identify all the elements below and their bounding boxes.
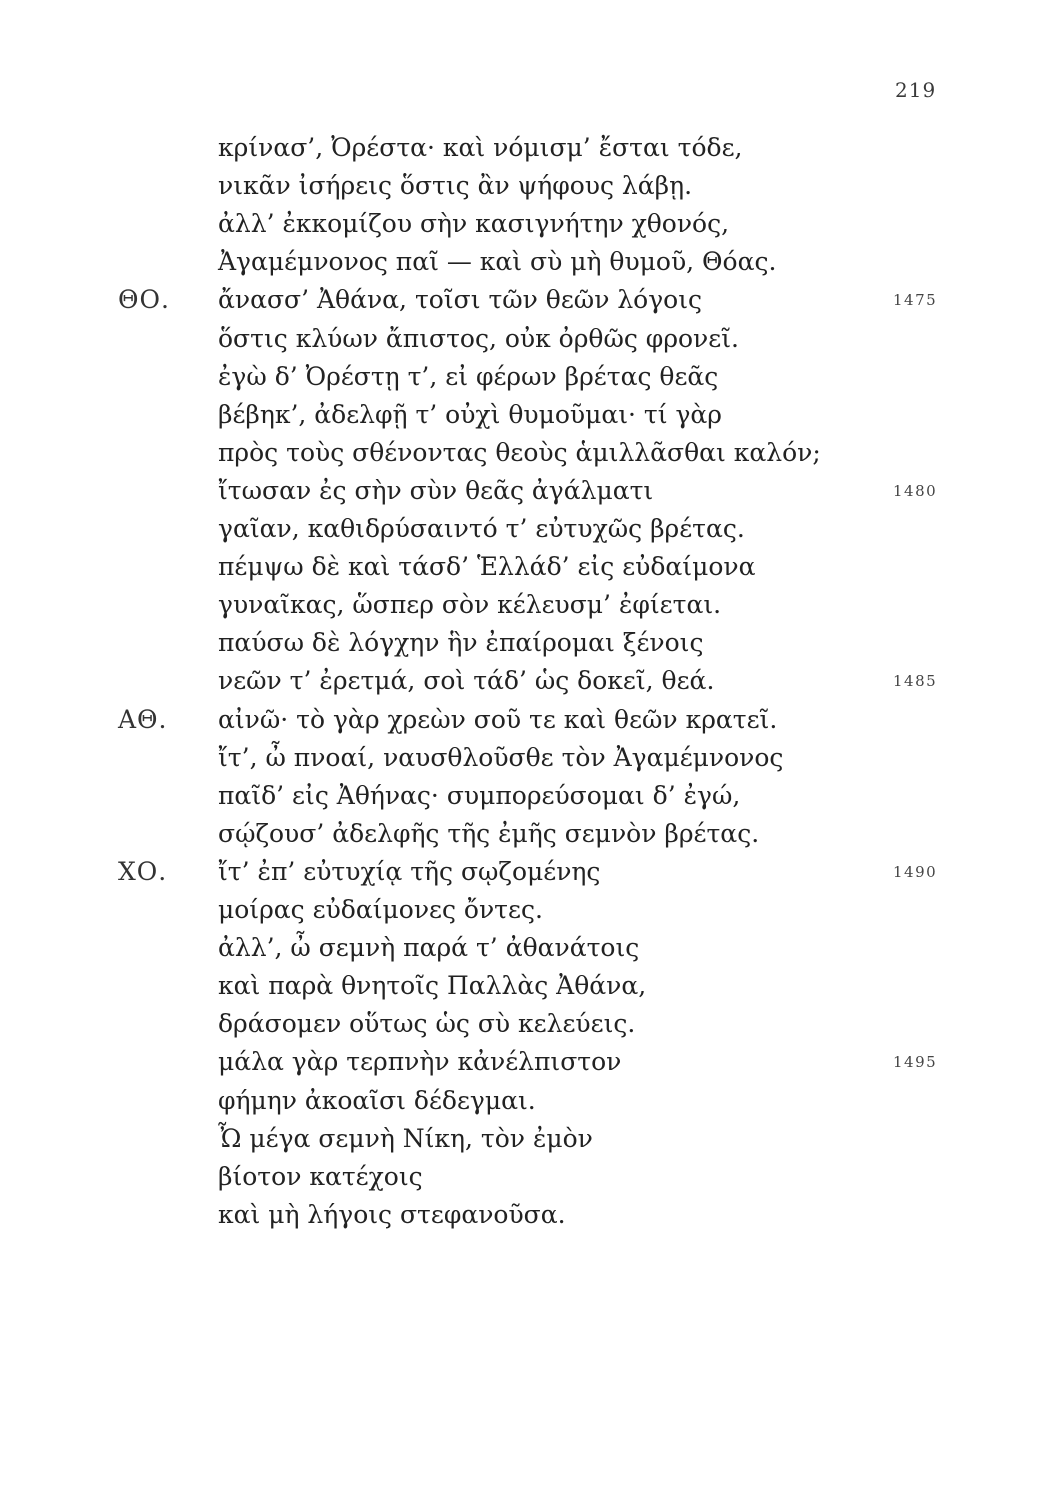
- verse-text: βίοτον κατέχοις: [218, 1161, 423, 1191]
- verse-line: [0, 891, 1041, 929]
- verse-line: [0, 1120, 1041, 1158]
- verse-line: [0, 434, 1041, 472]
- speaker-label: ΑΘ.: [118, 704, 168, 734]
- line-number: 1480: [893, 481, 938, 500]
- verse-text: μοίρας εὐδαίμονες ὄντες.: [218, 895, 543, 924]
- verse-text: γαῖαν, καθιδρύσαιντό τ’ εὐτυχῶς βρέτας.: [218, 514, 745, 543]
- verse-text: Ἀγαμέμνονος παῖ — καὶ σὺ μὴ θυμοῦ, Θόας.: [218, 247, 777, 277]
- verse-line: [0, 662, 1041, 700]
- verse-line: [0, 1082, 1041, 1120]
- verse-text: ὅστις κλύων ἄπιστος, οὐκ ὀρθῶς φρονεῖ.: [218, 323, 739, 353]
- verse-line: [0, 510, 1041, 548]
- verse-line: [0, 1196, 1041, 1234]
- verse-line: [0, 129, 1041, 167]
- verse-text: σῴζουσ’ ἀδελφῆς τῆς ἐμῆς σεμνὸν βρέτας.: [218, 818, 760, 848]
- verse-text: δράσομεν οὕτως ὡς σὺ κελεύεις.: [218, 1009, 636, 1039]
- verse-text: ἀλλ’, ὦ σεμνὴ παρά τ’ ἀθανάτοις: [218, 933, 640, 963]
- verse-text: παύσω δὲ λόγχην ἣν ἐπαίρομαι ξένοις: [218, 628, 704, 658]
- verse-text: Ὦ μέγα σεμνὴ Νίκη, τὸν ἐμὸν: [218, 1123, 593, 1153]
- verse-line: [0, 1043, 1041, 1081]
- verse-text: βέβηκ’, ἀδελφῇ τ’ οὐχὶ θυμοῦμαι· τί γὰρ: [218, 399, 723, 429]
- line-number: 1475: [893, 291, 938, 310]
- verse-line: [0, 167, 1041, 205]
- verse-text: ἄνασσ’ Ἀθάνα, τοῖσι τῶν θεῶν λόγοις: [218, 285, 703, 315]
- verse-text: κρίνασ’, Ὀρέστα· καὶ νόμισμ’ ἔσται τόδε,: [218, 133, 743, 162]
- verse-line: [0, 624, 1041, 662]
- verse-line: [0, 320, 1041, 358]
- verse-line: [0, 1005, 1041, 1043]
- verse-text: νικᾶν ἰσήρεις ὅστις ἂν ψήφους λάβῃ.: [218, 171, 693, 201]
- verse-line: [0, 929, 1041, 967]
- verse-text: ἀλλ’ ἐκκομίζου σὴν κασιγνήτην χθονός,: [218, 209, 730, 239]
- verse-line: [0, 396, 1041, 434]
- verse-line: [0, 853, 1041, 891]
- verse-line: [0, 358, 1041, 396]
- verse-line: [0, 548, 1041, 586]
- verse-line: [0, 1158, 1041, 1196]
- verse-text: ἴτ’, ὦ πνοαί, ναυσθλοῦσθε τὸν Ἀγαμέμνονος: [218, 742, 784, 772]
- verse-line: [0, 586, 1041, 624]
- verse-text: πέμψω δὲ καὶ τάσδ’ Ἑλλάδ’ εἰς εὐδαίμονα: [218, 552, 756, 582]
- verse-text: γυναῖκας, ὥσπερ σὸν κέλευσμ’ ἐφίεται.: [218, 590, 722, 620]
- verse-text: καὶ μὴ λήγοις στεφανοῦσα.: [218, 1199, 566, 1229]
- verse-line: [0, 281, 1041, 319]
- line-number: 1490: [893, 862, 938, 881]
- page-number: 219: [895, 78, 937, 102]
- verse-line: [0, 472, 1041, 510]
- verse-line: [0, 967, 1041, 1005]
- verse-line: [0, 739, 1041, 777]
- verse-text: αἰνῶ· τὸ γὰρ χρεὼν σοῦ τε καὶ θεῶν κρατεῖ.: [218, 704, 778, 734]
- verse-line: [0, 243, 1041, 281]
- speaker-label: ΧΟ.: [118, 856, 168, 886]
- speaker-label: ΘΟ.: [118, 285, 170, 315]
- verse-text: νεῶν τ’ ἐρετμά, σοὶ τάδ’ ὡς δοκεῖ, θεά.: [218, 666, 715, 696]
- verse-line: [0, 815, 1041, 853]
- verse-text: μάλα γὰρ τερπνὴν κἀνέλπιστον: [218, 1047, 622, 1077]
- verse-text: φήμην ἀκοαῖσι δέδεγμαι.: [218, 1085, 536, 1115]
- verse-line: [0, 701, 1041, 739]
- verse-text: ἐγὼ δ’ Ὀρέστῃ τ’, εἰ φέρων βρέτας θεᾶς: [218, 361, 719, 391]
- line-number: 1485: [893, 672, 938, 691]
- verse-text: ἴτωσαν ἐς σὴν σὺν θεᾶς ἀγάλματι: [218, 475, 654, 505]
- verse-text: παῖδ’ εἰς Ἀθήνας· συμπορεύσομαι δ’ ἐγώ,: [218, 780, 741, 810]
- verse-line: [0, 777, 1041, 815]
- line-number: 1495: [893, 1053, 938, 1072]
- verse-line: [0, 205, 1041, 243]
- verse-text: ἴτ’ ἐπ’ εὐτυχίᾳ τῆς σῳζομένης: [218, 856, 601, 886]
- verse-text: πρὸς τοὺς σθένοντας θεοὺς ἁμιλλᾶσθαι καλόν;: [218, 437, 821, 467]
- verse-text: καὶ παρὰ θνητοῖς Παλλὰς Ἀθάνα,: [218, 971, 647, 1001]
